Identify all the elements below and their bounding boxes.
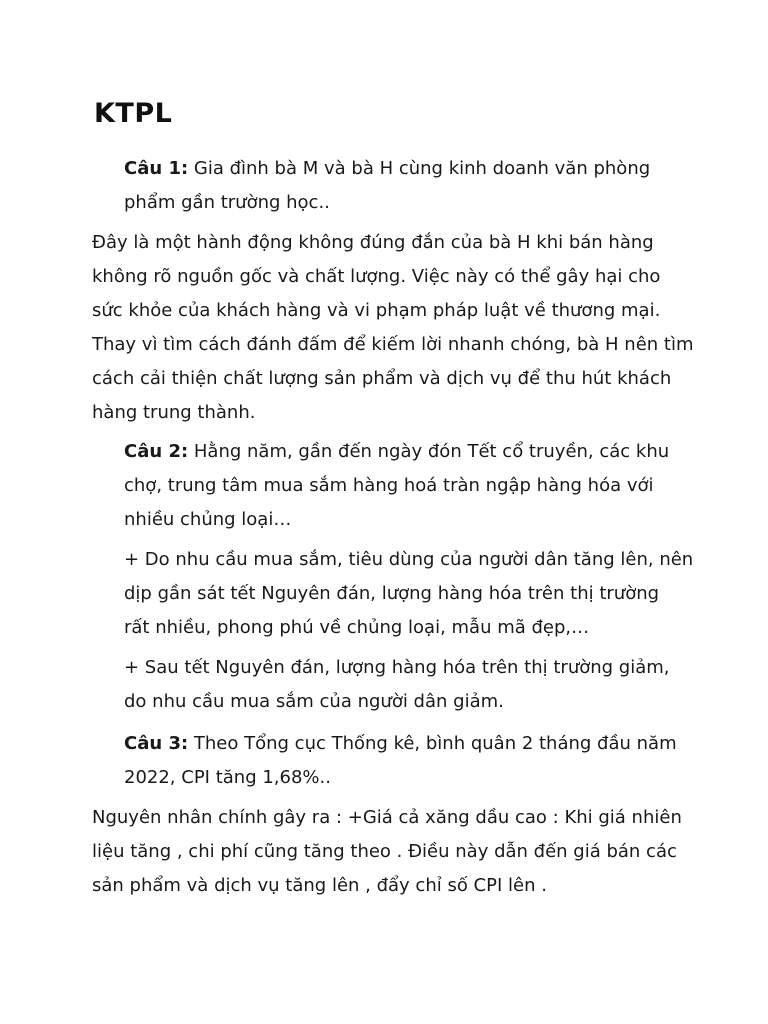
answer-1-line: không rõ nguồn gốc và chất lượng. Việc này có thể gây hại cho — [92, 266, 661, 287]
answer-1-line: hàng trung thành. — [92, 402, 256, 423]
question-1-label: Câu 1: — [124, 158, 189, 179]
answer-3 — [92, 801, 682, 903]
question-2-text-line-3: nhiều chủng loại… — [124, 509, 292, 530]
answer-1 — [92, 226, 694, 430]
answer-1-line: sức khỏe của khách hàng và vi phạm pháp luật về thương mại. — [92, 300, 661, 321]
question-1-text-line-2: phẩm gần trường học.. — [124, 192, 330, 213]
question-1-text-line-1: Gia đình bà M và bà H cùng kinh doanh văn phòng — [188, 158, 651, 179]
answer-2b-line: do nhu cầu mua sắm của người dân giảm. — [124, 691, 504, 712]
question-3-label: Câu 3: — [124, 733, 189, 754]
question-2 — [124, 435, 669, 537]
answer-1-line: Đây là một hành động không đúng đắn của bà H khi bán hàng — [92, 232, 654, 253]
answer-1-line: cách cải thiện chất lượng sản phẩm và dịch vụ để thu hút khách — [92, 368, 672, 389]
question-1 — [124, 152, 650, 220]
question-2-text-line-2: chợ, trung tâm mua sắm hàng hoá tràn ngập hàng hóa với — [124, 475, 654, 496]
answer-2b — [124, 651, 670, 719]
answer-1-line: Thay vì tìm cách đánh đấm để kiếm lời nhanh chóng, bà H nên tìm — [92, 334, 694, 355]
question-3-text-line-1: Theo Tổng cục Thống kê, bình quân 2 tháng đầu năm — [188, 733, 677, 754]
question-2-text-line-1: Hằng năm, gần đến ngày đón Tết cổ truyền, các khu — [188, 441, 670, 462]
answer-2a-line: + Do nhu cầu mua sắm, tiêu dùng của người dân tăng lên, nên — [124, 549, 694, 570]
answer-3-line: sản phẩm và dịch vụ tăng lên , đẩy chỉ số CPI lên . — [92, 875, 547, 896]
document-title: KTPL — [94, 98, 173, 129]
question-2-label: Câu 2: — [124, 441, 189, 462]
question-3 — [124, 727, 677, 795]
answer-2b-line: + Sau tết Nguyên đán, lượng hàng hóa trên thị trường giảm, — [124, 657, 670, 678]
answer-2a-line: rất nhiều, phong phú về chủng loại, mẫu mã đẹp,… — [124, 617, 590, 638]
question-3-text-line-2: 2022, CPI tăng 1,68%.. — [124, 767, 331, 788]
answer-2a-line: dịp gần sát tết Nguyên đán, lượng hàng hóa trên thị trường — [124, 583, 660, 604]
answer-2a — [124, 543, 693, 645]
answer-3-line: liệu tăng , chi phí cũng tăng theo . Điều này dẫn đến giá bán các — [92, 841, 677, 862]
answer-3-line: Nguyên nhân chính gây ra : +Giá cả xăng dầu cao : Khi giá nhiên — [92, 807, 682, 828]
